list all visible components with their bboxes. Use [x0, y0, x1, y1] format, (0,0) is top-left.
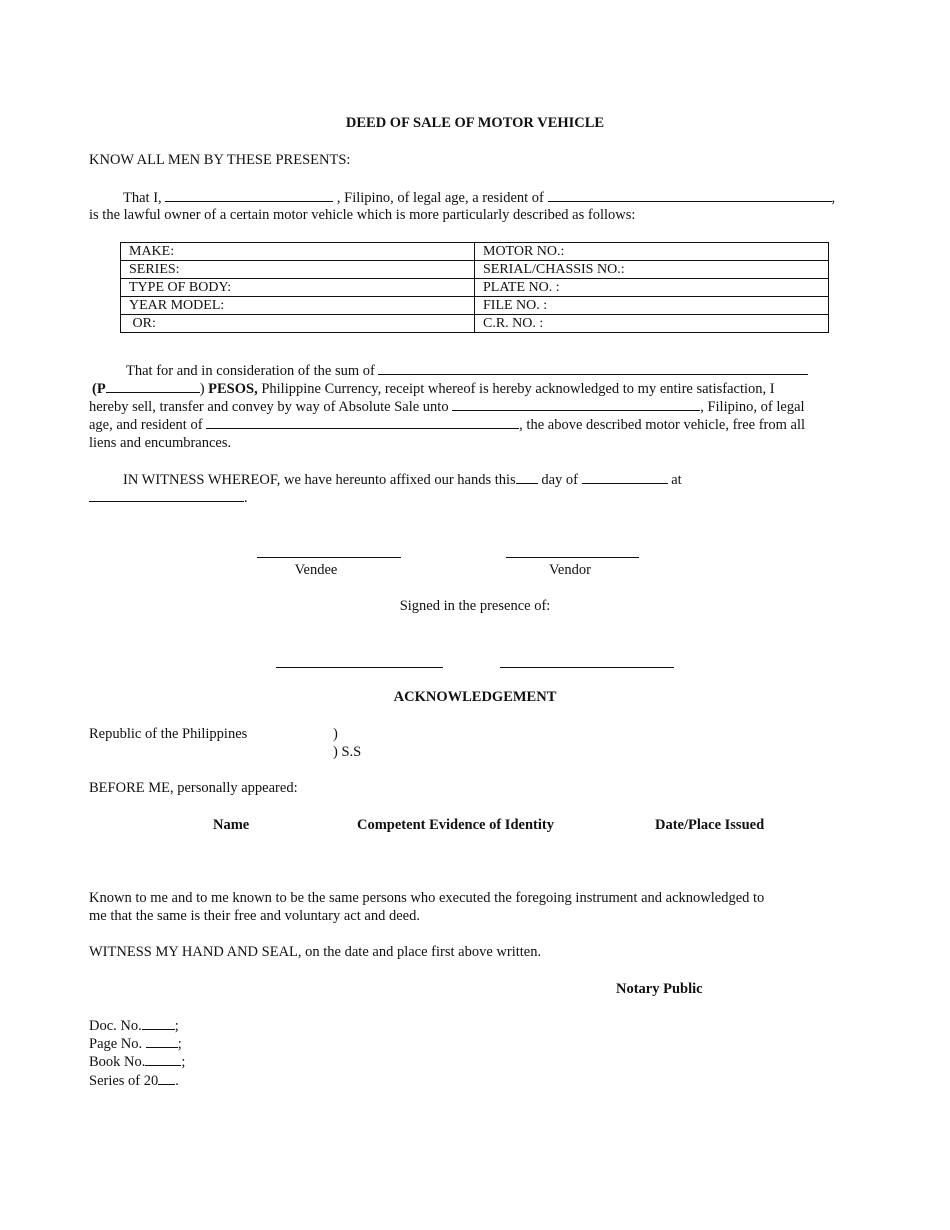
pesos-label: PESOS,: [208, 381, 258, 397]
vehicle-field-right[interactable]: C.R. NO. :: [475, 315, 829, 333]
buyer-name-blank[interactable]: [452, 397, 700, 411]
witness2-signature-line[interactable]: [500, 667, 674, 668]
page-no-blank[interactable]: [146, 1034, 178, 1048]
sale-text: hereby sell, transfer and convey by way of Absolute Sale unto: [89, 399, 449, 415]
witness-line1: [123, 470, 682, 489]
filipino-text: , Filipino, of legal age, a resident of: [336, 190, 544, 206]
sum-figures-blank[interactable]: [106, 379, 200, 393]
consideration-line5: liens and encumbrances.: [89, 435, 232, 451]
vehicle-details-table: [120, 242, 829, 333]
book-no-blank[interactable]: [145, 1052, 181, 1066]
known-text-line2: me that the same is their free and voluntary act and deed.: [89, 908, 420, 924]
book-no-label: Book No.: [89, 1054, 146, 1070]
vehicle-field-right[interactable]: FILE NO. :: [475, 297, 829, 315]
day-blank[interactable]: [516, 470, 538, 484]
vehicle-table-row: [121, 297, 829, 315]
series-blank[interactable]: [158, 1071, 175, 1085]
series-line: [89, 1071, 179, 1090]
notary-public-label: Notary Public: [616, 981, 703, 997]
seller-name-blank[interactable]: [165, 188, 333, 202]
witness-text: IN WITNESS WHEREOF, we have hereunto affixed our hands this: [123, 472, 516, 488]
witness1-signature-line[interactable]: [276, 667, 443, 668]
consideration-line2: [92, 379, 775, 398]
presence-text: Signed in the presence of:: [399, 598, 551, 614]
vehicle-field-left[interactable]: OR:: [121, 315, 475, 333]
described-vehicle-text: , the above described motor vehicle, free from all: [519, 417, 806, 433]
receipt-text: Philippine Currency, receipt whereof is hereby acknowledged to my entire satisfaction, I: [261, 381, 775, 397]
month-blank[interactable]: [582, 470, 668, 484]
consideration-line1: [126, 361, 808, 380]
page-no-line: [89, 1034, 182, 1053]
vendor-label: Vendor: [549, 562, 591, 578]
vehicle-table-row: [121, 261, 829, 279]
day-of-text: day of: [541, 472, 578, 488]
vendor-signature-line[interactable]: [506, 557, 639, 558]
consideration-line3: [89, 397, 805, 416]
book-no-line: [89, 1052, 185, 1071]
before-me-text: BEFORE ME, personally appeared:: [89, 780, 298, 796]
comma-text: ,: [831, 190, 836, 206]
resident-text: age, and resident of: [89, 417, 203, 433]
place-blank[interactable]: [89, 488, 244, 502]
sum-words-blank[interactable]: [378, 361, 808, 375]
doc-no-line: [89, 1016, 179, 1035]
witness-line2: [89, 488, 248, 507]
paren-text: ): [333, 726, 338, 742]
vehicle-field-left[interactable]: MAKE:: [121, 243, 475, 261]
col-evidence-header: Competent Evidence of Identity: [357, 817, 554, 833]
document-title: DEED OF SALE OF MOTOR VEHICLE: [345, 115, 605, 131]
period-text: .: [244, 490, 248, 506]
series-end: .: [175, 1073, 179, 1089]
known-text-line1: Known to me and to me known to be the same persons who executed the foregoing instrument and acknowledged to: [89, 890, 765, 906]
intro-text: KNOW ALL MEN BY THESE PRESENTS:: [89, 152, 351, 168]
witness-hand-text: WITNESS MY HAND AND SEAL, on the date and place first above written.: [89, 944, 542, 960]
book-no-end: ;: [181, 1054, 186, 1070]
owner-paragraph-line1: [123, 188, 835, 207]
vehicle-table-row: [121, 315, 829, 333]
vehicle-field-left[interactable]: TYPE OF BODY:: [121, 279, 475, 297]
republic-text: Republic of the Philippines: [89, 726, 248, 742]
vehicle-field-left[interactable]: SERIES:: [121, 261, 475, 279]
acknowledgement-title: ACKNOWLEDGEMENT: [393, 689, 557, 705]
that-i-text: That I,: [123, 190, 162, 206]
seller-residence-blank[interactable]: [548, 188, 832, 202]
vendee-label: Vendee: [294, 562, 338, 578]
col-name-header: Name: [213, 817, 250, 833]
peso-prefix: (P: [92, 381, 106, 397]
buyer-residence-blank[interactable]: [206, 415, 519, 429]
doc-no-end: ;: [174, 1018, 179, 1034]
series-label: Series of 20: [89, 1073, 159, 1089]
vehicle-field-left[interactable]: YEAR MODEL:: [121, 297, 475, 315]
at-text: at: [671, 472, 682, 488]
doc-no-label: Doc. No.: [89, 1018, 142, 1034]
peso-close-paren: ): [199, 381, 205, 397]
buyer-filipino-text: , Filipino, of legal: [700, 399, 805, 415]
owner-paragraph-line2: is the lawful owner of a certain motor vehicle which is more particularly described as follows:: [89, 207, 636, 223]
page-no-end: ;: [177, 1036, 182, 1052]
page-no-label: Page No.: [89, 1036, 143, 1052]
col-date-header: Date/Place Issued: [655, 817, 765, 833]
vehicle-field-right[interactable]: MOTOR NO.:: [475, 243, 829, 261]
vendee-signature-line[interactable]: [257, 557, 401, 558]
consideration-line4: [89, 415, 805, 434]
vehicle-table-row: [121, 279, 829, 297]
vehicle-field-right[interactable]: SERIAL/CHASSIS NO.:: [475, 261, 829, 279]
vehicle-table-row: [121, 243, 829, 261]
doc-no-blank[interactable]: [142, 1016, 175, 1030]
vehicle-field-right[interactable]: PLATE NO. :: [475, 279, 829, 297]
consideration-text: That for and in consideration of the sum of: [126, 363, 375, 379]
ss-text: ) S.S: [333, 744, 362, 760]
